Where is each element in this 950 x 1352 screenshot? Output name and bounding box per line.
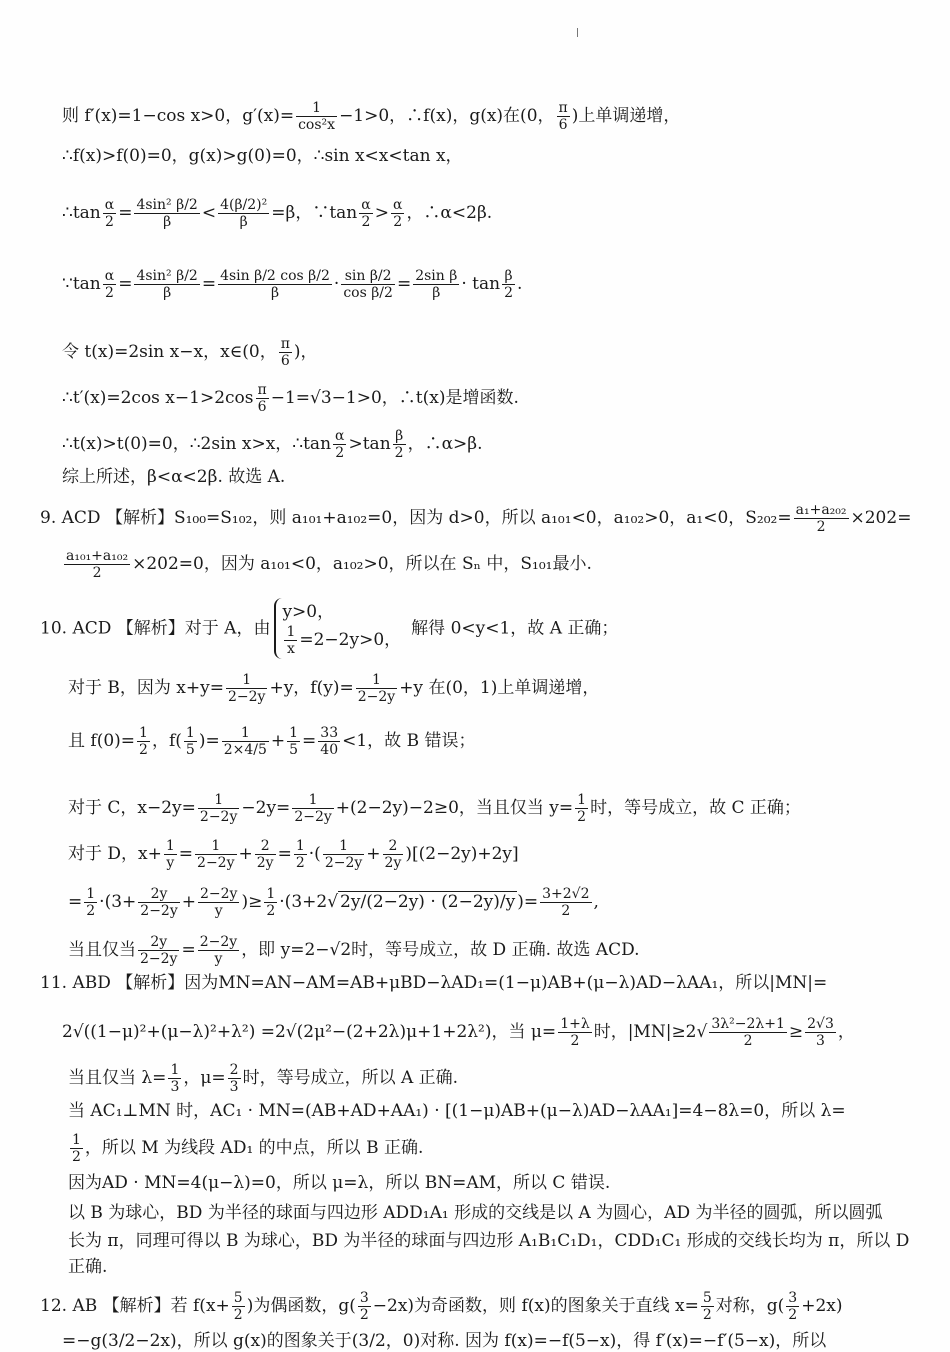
numerator: 33 <box>320 725 339 741</box>
denominator: 6 <box>558 117 568 133</box>
question-10-b-line-1 <box>68 672 599 705</box>
fraction <box>413 268 459 301</box>
numerator: 1 <box>165 838 175 854</box>
text-segment: −2y= <box>241 798 291 818</box>
text-segment: ·(3+2 <box>279 892 328 912</box>
denominator: 2 <box>577 809 587 825</box>
line-define-t <box>62 336 318 369</box>
fraction <box>228 1062 241 1095</box>
question-9-line-1 <box>40 502 911 535</box>
denominator: 2 <box>72 1149 81 1165</box>
numerator: 2−2y <box>200 886 238 902</box>
fraction <box>103 268 116 301</box>
fraction <box>134 268 199 301</box>
numerator: 1 <box>139 725 148 741</box>
text-segment: )= <box>517 892 539 912</box>
numerator: α <box>392 197 403 213</box>
question-11-line-2: 2√((1−μ)²+(μ−λ)²+λ²) =2√(2μ²−(2+2λ)μ+1+2λ²)，当 μ= $\frac{1+\lambda}{2}$ 时，|MN|≥2√ $\frac{\text{3λ²−2λ+1}}{2}$ ≥ $\frac{2√3}{3}$ ， <box>62 1016 855 1049</box>
denominator: 2 <box>233 1307 243 1323</box>
text-segment: ，f( <box>151 731 182 751</box>
line-tan-inequality: ∴tan $\frac{\alpha}{2}$ = $\frac{\text{4sin² β/2}}{\beta}$ < $\frac{\text{4(β/2)²}}{\beta}$ =β，∵tan $\frac{\alpha}{2}$ > $\frac{\alpha}{2}$ ，∴α<2β. <box>62 197 493 230</box>
text-segment: ∴tan <box>62 203 101 223</box>
text-segment: 对于 D，x+ <box>68 844 162 864</box>
numerator: α <box>104 197 115 213</box>
denominator: 2−2y <box>140 903 178 919</box>
line-inequality: ∴f(x)>f(0)=0，g(x)>g(0)=0，∴sin x<x<tan x， <box>62 146 463 166</box>
line-t-positive: ∴t(x)>t(0)=0，∴2sin x>x，∴tan $\frac{\alpha}{2}$ >tan $\frac{\beta}{2}$ ，∴α>β. <box>62 428 483 461</box>
denominator: 2×4/5 <box>223 742 267 758</box>
numerator: 4sin β/2 cos β/2 <box>220 268 330 284</box>
numerator: 1 <box>72 1132 81 1148</box>
question-10-d-line-3: 当且仅当 $\frac{2y}{2-2y}$ = $\frac{2-2y}{y}$ ，即 y=2−√2时，等号成立，故 D 正确. 故选 ACD. <box>68 934 640 967</box>
numerator: 1 <box>289 725 299 741</box>
text-segment: 对称，g( <box>715 1296 785 1316</box>
denominator: 2 <box>504 285 513 301</box>
denominator: 2−2y <box>324 855 363 871</box>
denominator: 3 <box>229 1079 239 1095</box>
text-segment: =2−2y>0， <box>299 630 402 650</box>
text-segment: +y，f(y)= <box>269 678 354 698</box>
text-segment: 2√((1−μ)²+(μ−λ)²+λ²) =2√(2μ²−(2+2λ)μ+1+2λ²)，当 μ= <box>62 1022 557 1042</box>
denominator: 2 <box>295 855 305 871</box>
text-segment: )≥ <box>241 892 263 912</box>
denominator: 2 <box>105 214 114 230</box>
question-11-line-1: 11. ABD 【解析】因为MN=AN−AM=AB+μBD−λAD₁=(1−μ)AB+(μ−λ)AD−λAA₁，所以|MN|= <box>40 973 828 993</box>
fraction <box>558 1016 592 1049</box>
numerator: 1 <box>323 838 364 855</box>
fraction <box>287 725 300 758</box>
fraction <box>383 838 404 871</box>
numerator: a₁+a₂₀₂ <box>795 502 847 518</box>
numerator: π <box>257 382 267 398</box>
denominator: y <box>214 903 223 919</box>
denominator: 2 <box>105 285 114 301</box>
fraction <box>356 672 397 705</box>
numerator: 4sin² β/2 <box>136 197 198 213</box>
denominator: β <box>163 285 172 301</box>
question-10-a <box>40 598 618 659</box>
numerator: 3 <box>359 1290 369 1306</box>
text-segment: 解得 0<y<1，故 A 正确； <box>411 618 619 639</box>
text-segment: ×202=0，因为 a₁₀₁<0，a₁₀₂>0，所以在 Sₙ 中，S₁₀₁最小. <box>132 554 592 574</box>
fraction <box>786 1290 799 1323</box>
fraction <box>195 838 236 871</box>
numerator: 3+2√2 <box>542 886 590 902</box>
fraction <box>137 725 150 758</box>
fraction <box>222 725 269 758</box>
fraction <box>709 1016 787 1049</box>
denominator: β <box>432 285 441 301</box>
fraction <box>198 792 239 825</box>
denominator: 2y <box>256 855 274 871</box>
text-segment: +y 在(0，1)上单调递增， <box>399 678 600 698</box>
denominator: y <box>166 855 175 871</box>
fraction <box>103 197 116 230</box>
question-11-line-9: 正确. <box>68 1257 108 1277</box>
fraction <box>359 197 372 230</box>
denominator: 2 <box>743 1033 753 1049</box>
numerator: 1 <box>185 725 195 741</box>
numerator: 2√3 <box>807 1016 834 1032</box>
fraction <box>134 197 199 230</box>
text-segment: +2x) <box>801 1296 843 1316</box>
denominator: 2 <box>86 903 96 919</box>
numerator: 3λ²−2λ+1 <box>711 1016 785 1032</box>
numerator: 1 <box>198 792 239 809</box>
text-segment: 2y/(2−2y) · (2−2y)/y <box>340 892 516 912</box>
fraction <box>391 197 404 230</box>
numerator: 1 <box>86 886 96 902</box>
denominator: 2 <box>394 445 404 461</box>
text-segment: 且 f(0)= <box>68 731 136 751</box>
denominator: 5 <box>185 742 195 758</box>
text-segment: · <box>333 274 340 294</box>
question-12-line-2-partial: =−g(3/2−2x)，所以 g(x)的图象关于(3/2，0)对称. 因为 f(x)=−f(5−x)，得 f′(x)=−f′(5−x)，所以 <box>62 1331 827 1351</box>
denominator: 2 <box>266 903 276 919</box>
fraction <box>294 838 307 871</box>
fraction <box>284 624 297 657</box>
fraction <box>502 268 515 301</box>
text-segment: 12. AB 【解析】若 f(x+ <box>40 1296 230 1316</box>
numerator: 2sin β <box>415 268 458 284</box>
denominator: y <box>214 951 223 967</box>
text: )上单调递增， <box>571 106 681 126</box>
numerator: 1 <box>222 725 269 742</box>
denominator: β <box>163 214 172 230</box>
denominator: cos²x <box>298 117 336 133</box>
fraction <box>575 792 588 825</box>
denominator: 5 <box>289 742 299 758</box>
fraction <box>333 428 346 461</box>
fraction <box>70 1132 83 1165</box>
fraction <box>218 268 332 301</box>
denominator: 2 <box>335 445 345 461</box>
fraction <box>540 886 591 919</box>
text-segment: 9. ACD 【解析】S₁₀₀=S₁₀₂，则 a₁₀₁+a₁₀₂=0，因为 d>0，所以 a₁₀₁<0，a₁₀₂>0，a₁<0，S₂₀₂= <box>40 508 792 528</box>
numerator: 2y <box>138 934 179 951</box>
denominator: 2 <box>570 1033 580 1049</box>
fraction <box>232 1290 245 1323</box>
numerator: α <box>104 268 115 284</box>
question-12-line-1 <box>40 1290 842 1323</box>
question-10-d-line-2: = $\frac{1}{2}$ ·(3+ $\frac{2y}{2-2y}$ + $\frac{2-2y}{y}$ )≥ $\frac{1}{2}$ ·(3+2√ 2y/(2−2y) · (2−2y)/y )= $\frac{3+2√2}{2}$ , <box>68 886 599 919</box>
numerator: 1 <box>286 624 296 640</box>
numerator: 1 <box>577 792 587 808</box>
text-segment: ∵tan <box>62 274 101 294</box>
numerator: 1 <box>295 838 305 854</box>
numerator: 1 <box>170 1062 180 1078</box>
text-segment: ∴t(x)>t(0)=0，∴2sin x>x，∴tan <box>62 434 332 454</box>
line-derivative <box>62 100 680 133</box>
denominator: 2−2y <box>197 855 235 871</box>
numerator: α <box>335 428 345 444</box>
text-segment: ∴t′(x)=2cos x−1>2cos <box>62 388 254 408</box>
denominator: 2 <box>359 1307 369 1323</box>
denominator: 2 <box>561 903 571 919</box>
fraction <box>701 1290 714 1323</box>
question-10-d-line-1: 对于 D，x+ $\frac{1}{y}$ = $\frac{1}{2-2y}$ + $\frac{2}{2y}$ = $\frac{1}{2}$ ·( $\frac{1}{2-2y}$ + $\frac{2}{2y}$ )[(2−2y)+2y] <box>68 838 519 871</box>
fraction <box>84 886 97 919</box>
text-segment: 对于 C，x−2y= <box>68 798 196 818</box>
top-tick-mark <box>577 28 578 37</box>
numerator: 1 <box>266 886 276 902</box>
text-segment: )为偶函数，g( <box>246 1296 356 1316</box>
denominator: 2 <box>788 1307 798 1323</box>
fraction <box>218 197 269 230</box>
text-segment: =β，∵tan <box>271 203 358 223</box>
fraction <box>794 502 849 535</box>
equation-system: y>0， $\frac{1}{x}$ =2−2y>0， <box>274 598 407 659</box>
text-segment: ≥ <box>788 1022 804 1042</box>
text-segment: −1=√3−1>0，∴t(x)是增函数. <box>270 388 519 408</box>
numerator: α <box>361 197 371 213</box>
numerator: 2 <box>383 838 404 855</box>
fraction <box>138 934 179 967</box>
denominator: 3 <box>170 1079 180 1095</box>
text-segment: ·(3+ <box>99 892 137 912</box>
numerator: β <box>502 268 515 285</box>
text-segment: )[(2−2y)+2y] <box>405 844 519 864</box>
numerator: 4(β/2)² <box>220 197 268 213</box>
line-tan-identity: ∵tan $\frac{\alpha}{2}$ = $\frac{\text{4sin² β/2}}{\beta}$ = $\frac{\text{4sin β/2 cos β/2}}{\beta}$ · $\frac{\text{sin β/2}}{\text{cos β/2}}$ = $\frac{\text{2sin β}}{\beta}$ · tan $\frac{\beta}{2}$ . <box>62 268 523 301</box>
denominator: 2 <box>816 519 826 535</box>
denominator: 2 <box>139 742 148 758</box>
text-segment: +(2−2y)−2≥0，当且仅当 y= <box>335 798 574 818</box>
numerator: 4sin² β/2 <box>136 268 198 284</box>
numerator: 2−2y <box>199 934 238 950</box>
text-segment: )= <box>198 731 220 751</box>
text-segment: 令 t(x)=2sin x−x，x∈(0， <box>62 342 277 362</box>
text-segment: ·( <box>308 844 321 864</box>
text-segment: 10. ACD 【解析】对于 A，由 <box>40 618 271 639</box>
denominator: 40 <box>320 742 339 758</box>
text-segment: 当且仅当 λ= <box>68 1068 167 1088</box>
text-segment: ×202= <box>850 508 912 528</box>
fraction <box>226 672 267 705</box>
fraction <box>341 268 395 301</box>
denominator: 2−2y <box>294 809 332 825</box>
fraction <box>323 838 364 871</box>
denominator: 2 <box>702 1307 712 1323</box>
denominator: 2 <box>361 214 371 230</box>
fraction <box>255 838 276 871</box>
text-segment: <1，故 B 错误； <box>342 731 476 751</box>
text-segment: 当且仅当 <box>68 940 136 960</box>
numerator: 1 <box>292 792 333 809</box>
text-segment: ，∴α>β. <box>407 434 483 454</box>
fraction <box>358 1290 371 1323</box>
numerator: 1 <box>195 838 236 855</box>
text-segment: ，∴α<2β. <box>406 203 493 223</box>
fraction <box>318 725 340 758</box>
text-segment: 对于 B，因为 x+y= <box>68 678 224 698</box>
denominator: 2−2y <box>140 951 178 967</box>
fraction <box>393 428 406 461</box>
denominator: 6 <box>280 353 290 369</box>
text-segment: ，所以 M 为线段 AD₁ 的中点，所以 B 正确. <box>84 1138 424 1158</box>
fraction <box>138 886 179 919</box>
text-segment: · tan <box>461 274 501 294</box>
denominator: 2 <box>393 214 403 230</box>
fraction <box>168 1062 181 1095</box>
denominator: β <box>270 285 280 301</box>
denominator: x <box>286 641 295 657</box>
fraction <box>198 934 239 967</box>
fraction <box>557 100 570 133</box>
fraction <box>292 792 333 825</box>
text-segment: = <box>68 892 83 912</box>
question-11-line-3 <box>68 1062 458 1095</box>
numerator: a₁₀₁+a₁₀₂ <box>66 548 129 564</box>
denominator: 2−2y <box>357 689 396 705</box>
question-11-line-4: 当 AC₁⊥MN 时，AC₁ · MN=(AB+AD+AA₁) · [(1−μ)AB+(μ−λ)AD−λAA₁]=4−8λ=0，所以 λ= <box>68 1101 846 1121</box>
question-11-line-7: 以 B 为球心，BD 为半径的球面与四边形 ADD₁A₁ 形成的交线是以 A 为圆心，AD 为半径的圆弧，所以圆弧 <box>68 1203 883 1223</box>
question-9-line-2 <box>62 548 592 581</box>
question-10-c <box>68 792 801 825</box>
numerator: π <box>280 336 290 352</box>
denominator: 6 <box>257 399 267 415</box>
fraction <box>198 886 239 919</box>
numerator: 5 <box>233 1290 243 1306</box>
numerator: 1+λ <box>560 1016 590 1032</box>
numerator: β <box>393 428 406 445</box>
text: 则 f′(x)=1−cos x>0，g′(x)= <box>62 106 295 126</box>
text-segment: 时，|MN|≥2 <box>593 1022 697 1042</box>
fraction <box>805 1016 836 1049</box>
text-segment: 时，等号成立，故 C 正确； <box>590 798 801 818</box>
fraction <box>184 725 197 758</box>
denominator: 2−2y <box>199 809 238 825</box>
text-segment: ，μ= <box>183 1068 226 1088</box>
line-conclusion-8: 综上所述，β<α<2β. 故选 A. <box>62 467 286 487</box>
fraction <box>279 336 292 369</box>
numerator: 2y <box>138 886 179 903</box>
text-segment: 时，等号成立，所以 A 正确. <box>242 1068 459 1088</box>
numerator: 3 <box>788 1290 798 1306</box>
fraction <box>64 548 130 581</box>
denominator: cos β/2 <box>343 285 393 301</box>
numerator: sin β/2 <box>341 268 395 285</box>
text-segment: ，即 y=2−√2时，等号成立，故 D 正确. 故选 ACD. <box>241 940 640 960</box>
denominator: β <box>239 214 248 230</box>
line-t-derivative <box>62 382 519 415</box>
fraction <box>296 100 337 133</box>
fraction <box>256 382 269 415</box>
numerator: 2 <box>229 1062 239 1078</box>
text-segment: −2x)为奇函数，则 f(x)的图象关于直线 x= <box>372 1296 699 1316</box>
numerator: 1 <box>226 672 267 689</box>
text-segment: ， <box>837 1022 855 1042</box>
fraction <box>164 838 177 871</box>
numerator: 1 <box>296 100 337 117</box>
denominator: 2−2y <box>227 689 266 705</box>
text: −1>0，∴f(x)，g(x)在(0， <box>339 106 555 126</box>
numerator: 1 <box>356 672 397 689</box>
question-11-line-5 <box>68 1132 423 1165</box>
numerator: π <box>558 100 568 116</box>
question-10-b-line-2: 且 f(0)= $\frac{1}{2}$ ，f( $\frac{1}{5}$ )= $\frac{1}{2\times 4/5}$ + $\frac{1}{5}$ = $\frac{33}{40}$ <1，故 B 错误； <box>68 725 476 758</box>
numerator: 2 <box>255 838 276 855</box>
text-segment: )， <box>293 342 318 362</box>
denominator: 3 <box>816 1033 825 1049</box>
question-11-line-8: 长为 π，同理可得以 B 为球心，BD 为半径的球面与四边形 A₁B₁C₁D₁，CDD₁C₁ 形成的交线长均为 π，所以 D <box>68 1231 910 1251</box>
denominator: 2 <box>92 565 102 581</box>
denominator: 2y <box>384 855 402 871</box>
fraction <box>264 886 277 919</box>
question-11-line-6: 因为AD · MN=4(μ−λ)=0，所以 μ=λ，所以 BN=AM，所以 C 错误. <box>68 1173 611 1193</box>
numerator: 5 <box>702 1290 712 1306</box>
